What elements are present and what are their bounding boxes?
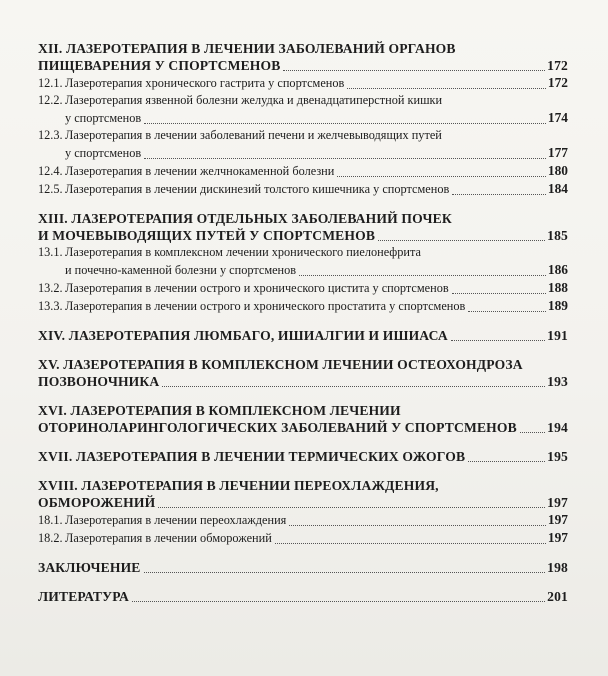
page-number: 195 [547,449,568,464]
toc-section [38,588,568,605]
page-number: 197 [547,495,568,510]
dot-leader [378,239,545,241]
section-title-text: ПИЩЕВАРЕНИЯ У СПОРТСМЕНОВ [38,58,281,73]
section-title-line [38,559,568,576]
section-title-text: XII. ЛАЗЕРОТЕРАПИЯ В ЛЕЧЕНИИ ЗАБОЛЕВАНИЙ ОРГАНОВ [38,41,456,56]
toc-entry-line [38,261,568,279]
section-title-line [38,373,568,390]
dot-leader [337,175,546,177]
dot-leader [275,542,546,544]
section-title[interactable] [38,477,568,511]
section-title-line [38,227,568,244]
entry-number: 12.2. [38,93,63,107]
page-number: 172 [547,58,568,73]
page-number: 198 [547,560,568,575]
dot-leader [451,339,545,341]
section-title-text: XVI. ЛАЗЕРОТЕРАПИЯ В КОМПЛЕКСНОМ ЛЕЧЕНИИ [38,403,401,418]
page-number: 197 [547,530,568,545]
section-title-line [38,40,568,57]
toc-section [38,40,568,198]
section-title[interactable] [38,356,568,390]
entry-text: у спортсменов [65,111,142,125]
page-number: 197 [547,512,568,527]
entry-number: 18.1. [38,513,63,527]
toc-entry[interactable] [38,162,568,180]
page-number: 184 [547,181,568,196]
toc-entry[interactable] [38,529,568,547]
section-title-text: ЗАКЛЮЧЕНИЕ [38,560,141,575]
section-title[interactable] [38,327,568,344]
toc-section [38,477,568,547]
entry-text: Лазеротерапия в комплексном лечении хронического пиелонефрита [65,245,421,259]
toc-entry-line [38,74,568,92]
section-title-text: И МОЧЕВЫВОДЯЩИХ ПУТЕЙ У СПОРТСМЕНОВ [38,228,376,243]
entry-text: Лазеротерапия язвенной болезни желудка и двенадцатиперстной кишки [65,93,443,107]
dot-leader [144,122,546,124]
entry-text: Лазеротерапия в лечении желчнокаменной болезни [65,164,335,178]
dot-leader [468,460,545,462]
page-number: 193 [547,374,568,389]
toc-entry[interactable] [38,180,568,198]
section-title-line [38,402,568,419]
section-title-line [38,494,568,511]
entry-text: Лазеротерапия в лечении переохлаждения [65,513,287,527]
toc-section [38,448,568,465]
dot-leader [468,310,546,312]
dot-leader [162,385,545,387]
entry-number: 18.2. [38,531,63,545]
section-title[interactable] [38,559,568,576]
entry-text: Лазеротерапия в лечении заболеваний печени и желчевыводящих путей [65,128,442,142]
toc-section [38,210,568,315]
dot-leader [347,87,546,89]
toc-entry[interactable] [38,279,568,297]
dot-leader [452,292,546,294]
page-number: 185 [547,228,568,243]
dot-leader [452,193,546,195]
section-title-text: XIV. ЛАЗЕРОТЕРАПИЯ ЛЮМБАГО, ИШИАЛГИИ И ИШИАСА [38,328,448,343]
toc-entry[interactable] [38,127,568,162]
dot-leader [289,524,546,526]
toc-entry-line [38,529,568,547]
page-number: 189 [547,298,568,313]
section-title-text: XV. ЛАЗЕРОТЕРАПИЯ В КОМПЛЕКСНОМ ЛЕЧЕНИИ ОСТЕОХОНДРОЗА [38,357,523,372]
toc-entry[interactable] [38,511,568,529]
toc-entry-line [38,162,568,180]
section-title-text: ПОЗВОНОЧНИКА [38,374,160,389]
entry-number: 13.3. [38,299,63,313]
entry-text: Лазеротерапия в лечении обморожений [65,531,272,545]
page-number: 172 [547,75,568,90]
toc-entry-line [38,180,568,198]
page-number: 177 [547,145,568,160]
dot-leader [299,274,546,276]
section-title-text: XIII. ЛАЗЕРОТЕРАПИЯ ОТДЕЛЬНЫХ ЗАБОЛЕВАНИЙ ПОЧЕК [38,211,452,226]
entry-number: 12.5. [38,182,63,196]
section-title[interactable] [38,210,568,244]
dot-leader [520,431,545,433]
entry-text: у спортсменов [65,146,142,160]
page-number: 194 [547,420,568,435]
page-number: 186 [547,262,568,277]
entry-text: Лазеротерапия хронического гастрита у спортсменов [65,76,345,90]
section-title-line [38,57,568,74]
section-title-text: ОТОРИНОЛАРИНГОЛОГИЧЕСКИХ ЗАБОЛЕВАНИЙ У СПОРТСМЕНОВ [38,420,517,435]
section-title[interactable] [38,448,568,465]
page-number: 174 [547,110,568,125]
section-title-line [38,327,568,344]
section-title-line [38,356,568,373]
dot-leader [144,571,546,573]
entry-number: 12.3. [38,128,63,142]
section-title[interactable] [38,588,568,605]
toc-entry[interactable] [38,74,568,92]
dot-leader [283,69,545,71]
toc-section [38,559,568,576]
table-of-contents [38,40,568,617]
section-title-text: ОБМОРОЖЕНИЙ [38,495,156,510]
toc-entry-line [38,297,568,315]
section-title-text: XVII. ЛАЗЕРОТЕРАПИЯ В ЛЕЧЕНИИ ТЕРМИЧЕСКИХ ОЖОГОВ [38,449,466,464]
section-title[interactable] [38,40,568,74]
entry-text: Лазеротерапия в лечении острого и хронического цистита у спортсменов [65,281,449,295]
page-number: 201 [547,589,568,604]
toc-entry-line [38,511,568,529]
toc-entry-line [38,144,568,162]
section-title-line [38,588,568,605]
dot-leader [158,506,545,508]
entry-text: Лазеротерапия в лечении острого и хронического простатита у спортсменов [65,299,466,313]
entry-text: и почечно-каменной болезни у спортсменов [65,263,297,277]
toc-section [38,402,568,436]
entry-number: 12.1. [38,76,63,90]
section-title-line [38,448,568,465]
section-title-line [38,477,568,494]
toc-entry-line [38,279,568,297]
entry-number: 12.4. [38,164,63,178]
dot-leader [144,157,546,159]
section-title[interactable] [38,402,568,436]
page-number: 191 [547,328,568,343]
section-title-text: XVIII. ЛАЗЕРОТЕРАПИЯ В ЛЕЧЕНИИ ПЕРЕОХЛАЖДЕНИЯ, [38,478,439,493]
page-number: 180 [547,163,568,178]
toc-entry[interactable] [38,297,568,315]
section-title-line [38,419,568,436]
toc-entry-line [38,127,568,144]
section-title-line [38,210,568,227]
toc-entry-line [38,244,568,261]
entry-number: 13.1. [38,245,63,259]
entry-number: 13.2. [38,281,63,295]
page-number: 188 [547,280,568,295]
entry-text: Лазеротерапия в лечении дискинезий толстого кишечника у спортсменов [65,182,450,196]
section-title-text: ЛИТЕРАТУРА [38,589,129,604]
toc-entry-line [38,109,568,127]
toc-section [38,356,568,390]
toc-section [38,327,568,344]
toc-entry[interactable] [38,244,568,279]
dot-leader [132,600,545,602]
toc-entry-line [38,92,568,109]
toc-entry[interactable] [38,92,568,127]
